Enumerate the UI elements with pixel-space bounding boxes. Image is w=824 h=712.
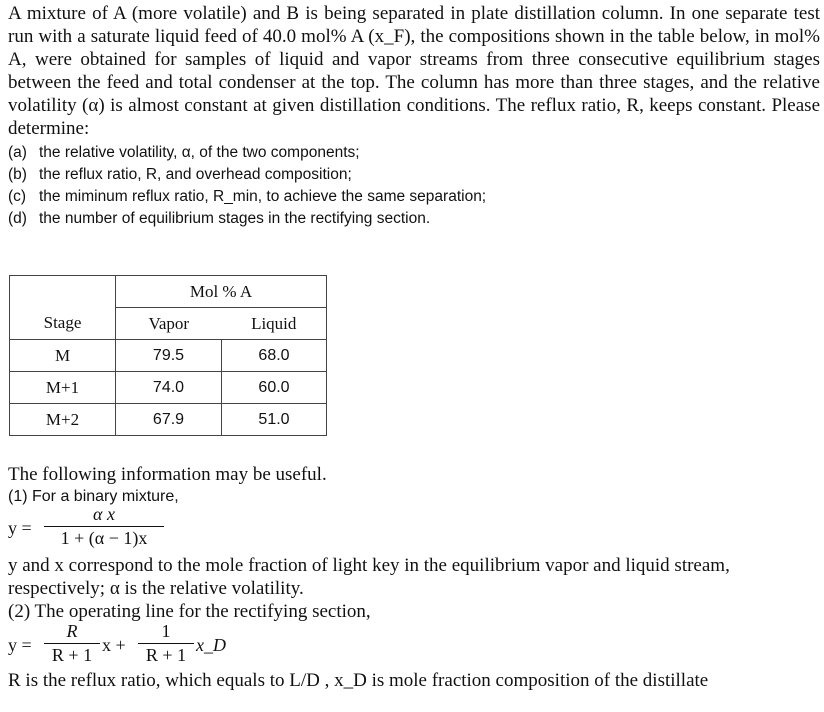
group-header: Mol % A [116, 276, 327, 308]
info-item1-title: (1) For a binary mixture, [8, 488, 179, 505]
useful-information [8, 463, 820, 692]
question-item: (c) the miminum reflux ratio, R_min, to achieve the same separation; [8, 188, 487, 205]
vapor-cell: 79.5 [116, 340, 222, 372]
liquid-cell: 68.0 [222, 340, 327, 372]
table-row [10, 404, 327, 436]
question-item: (a) the relative volatility, α, of the two components; [8, 144, 360, 161]
stage-cell: M+2 [10, 404, 116, 436]
stage-cell: M+1 [10, 372, 116, 404]
table-row [10, 340, 327, 372]
liquid-cell: 51.0 [222, 404, 327, 436]
column-header-liquid: Liquid [222, 308, 327, 340]
question-list [8, 142, 820, 230]
composition-table [9, 275, 327, 436]
info-item2-title: (2) The operating line for the rectifying section, [8, 601, 371, 622]
info-item2-desc: R is the reflux ratio, which equals to L/D , x_D is mole fraction composition of the distillate [8, 670, 709, 691]
question-item: (d) the number of equilibrium stages in the rectifying section. [8, 210, 431, 227]
intro-paragraph: A mixture of A (more volatile) and B is being separated in plate distillation column. In one separate test run with a saturate liquid feed of 40.0 mol% A (x_F), the compositions shown in the table below, in mol% A, were obtained for samples of liquid and vapor streams from three consecutive equilibrium stages between the feed and total condenser at the top. The column has more than three stages, and the relative volatility (α) is almost constant at given distillation conditions. The reflux ratio, R, keeps constant. Please determine: [8, 3, 820, 139]
info-heading: The following information may be useful. [8, 464, 327, 485]
eq1-numerator: α x [93, 504, 115, 524]
operating-line-equation: y = R R + 1 x + 1 R + 1 x_D [8, 621, 226, 665]
table-row [10, 372, 327, 404]
table-header-row [10, 308, 327, 340]
question-item: (b) the reflux ratio, R, and overhead composition; [8, 166, 352, 183]
liquid-cell: 60.0 [222, 372, 327, 404]
stage-cell: M [10, 340, 116, 372]
equilibrium-equation: y = α x 1 + (α − 1)x [8, 508, 820, 554]
vapor-cell: 74.0 [116, 372, 222, 404]
info-item1-desc: y and x correspond to the mole fraction of light key in the equilibrium vapor and liquid stream, respectively; α is the relative volatility. [8, 555, 730, 599]
problem-intro [8, 2, 820, 140]
problem-page [8, 2, 820, 691]
column-header-stage: Stage [10, 308, 116, 340]
vapor-cell: 67.9 [116, 404, 222, 436]
eq1-denominator: 1 + (α − 1)x [60, 528, 148, 548]
table-header-row [10, 276, 327, 308]
column-header-vapor: Vapor [116, 308, 222, 340]
